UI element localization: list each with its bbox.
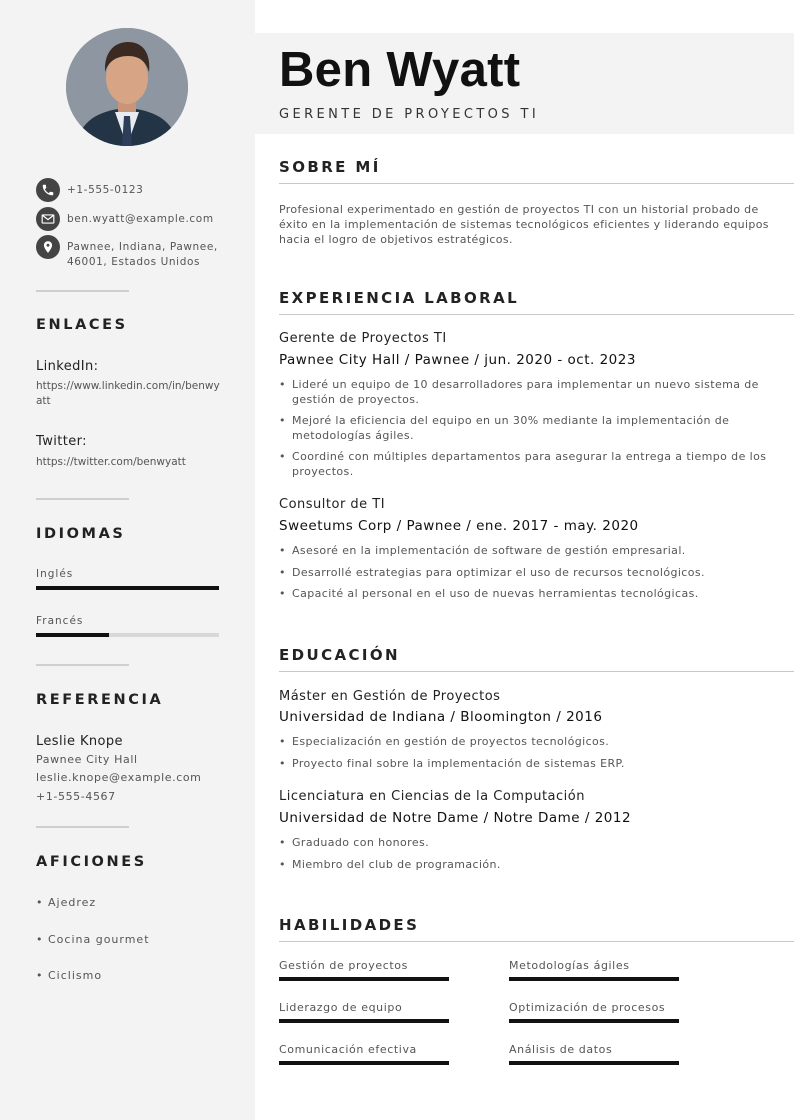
sidebar <box>0 0 255 1120</box>
list-item: • Lideré un equipo de 10 desarrolladores para implementar un nuevo sistema de gestión de proyectos. <box>279 378 769 407</box>
skill-level-bar <box>509 1061 679 1065</box>
skill-level-bar <box>509 1019 679 1023</box>
divider <box>36 290 129 292</box>
reference-email[interactable]: leslie.knope@example.com <box>36 771 202 784</box>
job-title: Consultor de TI <box>279 497 386 512</box>
job-bullets <box>279 544 769 609</box>
hobby-item: • Ciclismo <box>36 969 103 982</box>
divider <box>36 826 129 828</box>
list-item: • Graduado con honores. <box>279 836 769 851</box>
reference-name: Leslie Knope <box>36 734 123 749</box>
hobby-item: • Ajedrez <box>36 896 97 909</box>
contact-phone <box>36 178 143 202</box>
skill-item <box>509 959 679 981</box>
divider <box>36 664 129 666</box>
profile-photo <box>66 28 188 146</box>
contact-email <box>36 207 214 231</box>
hobby-item: • Cocina gourmet <box>36 933 150 946</box>
skill-item <box>279 959 449 981</box>
job-company: Sweetums Corp / Pawnee / ene. 2017 - may. 2020 <box>279 518 639 534</box>
skill-level-fill <box>509 1061 679 1065</box>
degree-bullets <box>279 735 769 778</box>
reference-heading: REFERENCIA <box>36 692 164 708</box>
degree-title: Máster en Gestión de Proyectos <box>279 689 501 704</box>
phone-icon <box>36 178 60 202</box>
language-level-fill <box>36 633 109 637</box>
language-level-bar <box>36 586 219 590</box>
location-pin-icon <box>36 235 60 259</box>
degree-bullets <box>279 836 769 879</box>
section-rule <box>279 941 794 942</box>
phone-text[interactable]: +1-555-0123 <box>67 184 144 196</box>
twitter-link[interactable]: https://twitter.com/benwyatt <box>36 456 186 468</box>
languages-heading: IDIOMAS <box>36 526 126 542</box>
job-role: GERENTE DE PROYECTOS TI <box>279 107 540 122</box>
list-item: • Mejoré la eficiencia del equipo en un 30% mediante la implementación de metodologías ágiles. <box>279 414 769 443</box>
skill-level-bar <box>279 1019 449 1023</box>
skill-item <box>279 1001 449 1023</box>
skill-level-fill <box>509 1019 679 1023</box>
reference-phone[interactable]: +1-555-4567 <box>36 790 116 803</box>
list-item: • Capacité al personal en el uso de nuevas herramientas tecnológicas. <box>279 587 769 602</box>
person-name: Ben Wyatt <box>279 43 521 97</box>
degree-institution: Universidad de Indiana / Bloomington / 2016 <box>279 709 603 725</box>
about-text: Profesional experimentado en gestión de proyectos TI con un historial probado de éxito en la implementación de sistemas tecnológicos eficientes y liderando equipos hacia el logro de objetivos estratégicos. <box>279 203 769 246</box>
divider <box>36 498 129 500</box>
language-label: Francés <box>36 615 84 627</box>
skill-label: Gestión de proyectos <box>279 959 408 972</box>
list-item: • Proyecto final sobre la implementación de sistemas ERP. <box>279 757 769 772</box>
reference-org: Pawnee City Hall <box>36 753 138 766</box>
hobbies-heading: AFICIONES <box>36 854 147 870</box>
skill-level-fill <box>509 977 679 981</box>
skills-heading: HABILIDADES <box>279 916 420 934</box>
degree-title: Licenciatura en Ciencias de la Computación <box>279 789 585 804</box>
degree-institution: Universidad de Notre Dame / Notre Dame / 2012 <box>279 810 632 826</box>
list-item: • Especialización en gestión de proyectos tecnológicos. <box>279 735 769 750</box>
job-company: Pawnee City Hall / Pawnee / jun. 2020 - oct. 2023 <box>279 352 636 368</box>
language-level-fill <box>36 586 219 590</box>
list-item: • Coordiné con múltiples departamentos para asegurar la entrega a tiempo de los proyectos. <box>279 450 769 479</box>
contact-address <box>36 235 218 270</box>
skill-item <box>279 1043 449 1065</box>
skill-level-bar <box>279 1061 449 1065</box>
skill-level-bar <box>279 977 449 981</box>
skill-item <box>509 1001 679 1023</box>
twitter-label: Twitter: <box>36 434 87 449</box>
skill-label: Análisis de datos <box>509 1043 613 1056</box>
linkedin-link[interactable]: https://www.linkedin.com/in/benwyatt <box>36 380 220 407</box>
linkedin-label: LinkedIn: <box>36 359 99 374</box>
experience-heading: EXPERIENCIA LABORAL <box>279 289 520 307</box>
skill-level-bar <box>509 977 679 981</box>
email-text[interactable]: ben.wyatt@example.com <box>67 213 214 225</box>
section-rule <box>279 183 794 184</box>
about-heading: SOBRE MÍ <box>279 158 381 176</box>
address-line2: 46001, Estados Unidos <box>67 256 201 268</box>
list-item: • Miembro del club de programación. <box>279 858 769 873</box>
skill-label: Liderazgo de equipo <box>279 1001 403 1014</box>
address-line1: Pawnee, Indiana, Pawnee, <box>67 241 218 253</box>
section-rule <box>279 671 794 672</box>
skill-label: Optimización de procesos <box>509 1001 666 1014</box>
skill-label: Comunicación efectiva <box>279 1043 417 1056</box>
skill-level-fill <box>279 1019 449 1023</box>
language-label: Inglés <box>36 568 74 580</box>
envelope-icon <box>36 207 60 231</box>
skill-label: Metodologías ágiles <box>509 959 630 972</box>
job-bullets <box>279 378 769 486</box>
language-level-bar <box>36 633 219 637</box>
skill-level-fill <box>279 977 449 981</box>
skill-item <box>509 1043 679 1065</box>
address-text <box>67 235 218 270</box>
list-item: • Asesoré en la implementación de software de gestión empresarial. <box>279 544 769 559</box>
links-heading: ENLACES <box>36 317 128 333</box>
section-rule <box>279 314 794 315</box>
education-heading: EDUCACIÓN <box>279 646 400 664</box>
skill-level-fill <box>279 1061 449 1065</box>
job-title: Gerente de Proyectos TI <box>279 331 447 346</box>
list-item: • Desarrollé estrategias para optimizar el uso de recursos tecnológicos. <box>279 566 769 581</box>
